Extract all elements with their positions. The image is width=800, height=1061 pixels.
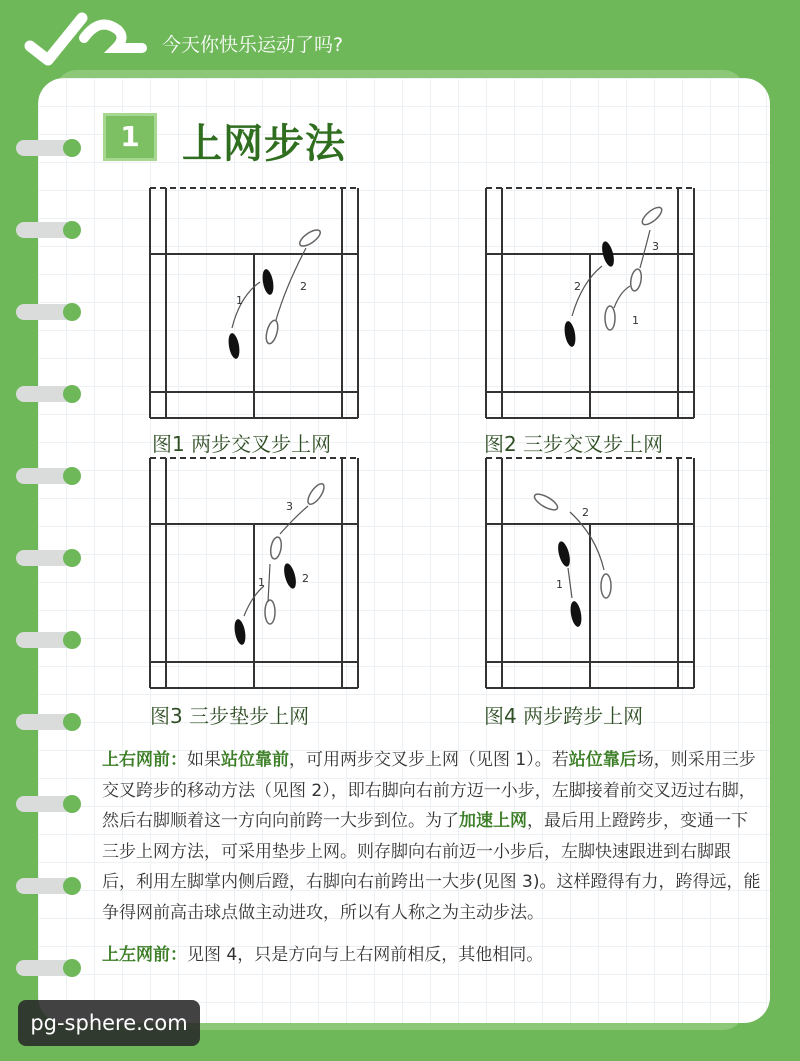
white-footprint-icon	[297, 227, 322, 249]
figure-2-court-diagram	[484, 186, 696, 421]
black-footprint-icon	[563, 320, 577, 347]
slogan: 今天你快乐运动了吗?	[162, 34, 344, 56]
figure-2-caption: 图2 三步交叉步上网	[484, 432, 664, 456]
binder-ring-icon	[16, 628, 82, 652]
svg-text:2: 2	[302, 572, 309, 585]
figure-3-caption: 图3 三步垫步上网	[150, 704, 310, 728]
body-text	[102, 745, 762, 971]
svg-text:1: 1	[236, 294, 243, 307]
header	[0, 0, 800, 80]
binder-ring-icon	[16, 546, 82, 570]
white-footprint-icon	[264, 319, 280, 345]
white-footprint-icon	[269, 536, 283, 559]
black-footprint-icon	[227, 332, 241, 359]
binder-ring-icon	[16, 956, 82, 980]
white-footprint-icon	[532, 491, 560, 513]
binder-ring-icon	[16, 300, 82, 324]
black-footprint-icon	[569, 600, 583, 627]
paragraph-left-net: 上左网前：见图 4，只是方向与上右网前相反，其他相同。	[102, 945, 544, 965]
svg-text:2: 2	[574, 280, 581, 293]
svg-text:3: 3	[652, 240, 659, 253]
highlight-speed-up: 加速上网	[459, 811, 527, 831]
site-watermark: pg-sphere.com	[18, 1000, 200, 1046]
paragraph-right-net: 上右网前：如果站位靠前，可用两步交叉步上网（见图 1）。若站位靠后场，则采用三步交叉跨步的移动方法（见图 2），即右脚向右前方迈一小步，左脚接着前交叉迈过右脚，然后右脚顺着这一方向向前跨一大步到位。为了加速上网，最后用上蹬跨步，变通一下三步上网方法，可采用垫步上网。则存脚向右前迈一小步后，左脚快速跟进到右脚跟后，利用左脚掌内侧后蹬，右脚向右前跨出一大步(见图 3)。这样蹬得有力，跨得远，能争得网前高击球点做主动进攻，所以有人称之为主动步法。	[102, 750, 761, 923]
highlight-front-position: 站位靠前	[221, 750, 289, 770]
white-footprint-icon	[640, 204, 665, 227]
figure-3-court-diagram	[148, 456, 360, 691]
svg-text:1: 1	[556, 578, 563, 591]
black-footprint-icon	[233, 618, 247, 645]
figure-4-caption: 图4 两步跨步上网	[484, 704, 644, 728]
binder-ring-icon	[16, 792, 82, 816]
section-title: 上网步法	[182, 121, 346, 167]
binder-ring-icon	[16, 136, 82, 160]
svg-text:1: 1	[258, 576, 265, 589]
white-footprint-icon	[629, 268, 643, 291]
svg-text:3: 3	[286, 500, 293, 513]
binder-ring-icon	[16, 218, 82, 242]
binder-ring-icon	[16, 710, 82, 734]
black-footprint-icon	[261, 268, 275, 295]
section-number-badge: 1	[103, 113, 157, 161]
black-footprint-icon	[556, 540, 572, 568]
left-net-heading: 上左网前：	[102, 945, 187, 965]
figure-4-court-diagram	[484, 456, 696, 691]
figure-1-caption: 图1 两步交叉步上网	[152, 432, 332, 456]
white-footprint-icon	[305, 481, 327, 506]
black-footprint-icon	[282, 562, 298, 590]
svg-text:2: 2	[582, 506, 589, 519]
highlight-back-position: 站位靠后	[568, 750, 637, 770]
white-footprint-icon	[601, 574, 611, 598]
binder-ring-icon	[16, 464, 82, 488]
check-swoosh-logo-icon	[22, 8, 152, 68]
figure-1-court-diagram	[148, 186, 360, 421]
binder-ring-icon	[16, 874, 82, 898]
binder-ring-icon	[16, 382, 82, 406]
white-footprint-icon	[605, 306, 615, 330]
right-net-heading: 上右网前：	[102, 750, 187, 770]
svg-text:1: 1	[632, 314, 639, 327]
white-footprint-icon	[265, 600, 275, 624]
svg-text:2: 2	[300, 280, 307, 293]
